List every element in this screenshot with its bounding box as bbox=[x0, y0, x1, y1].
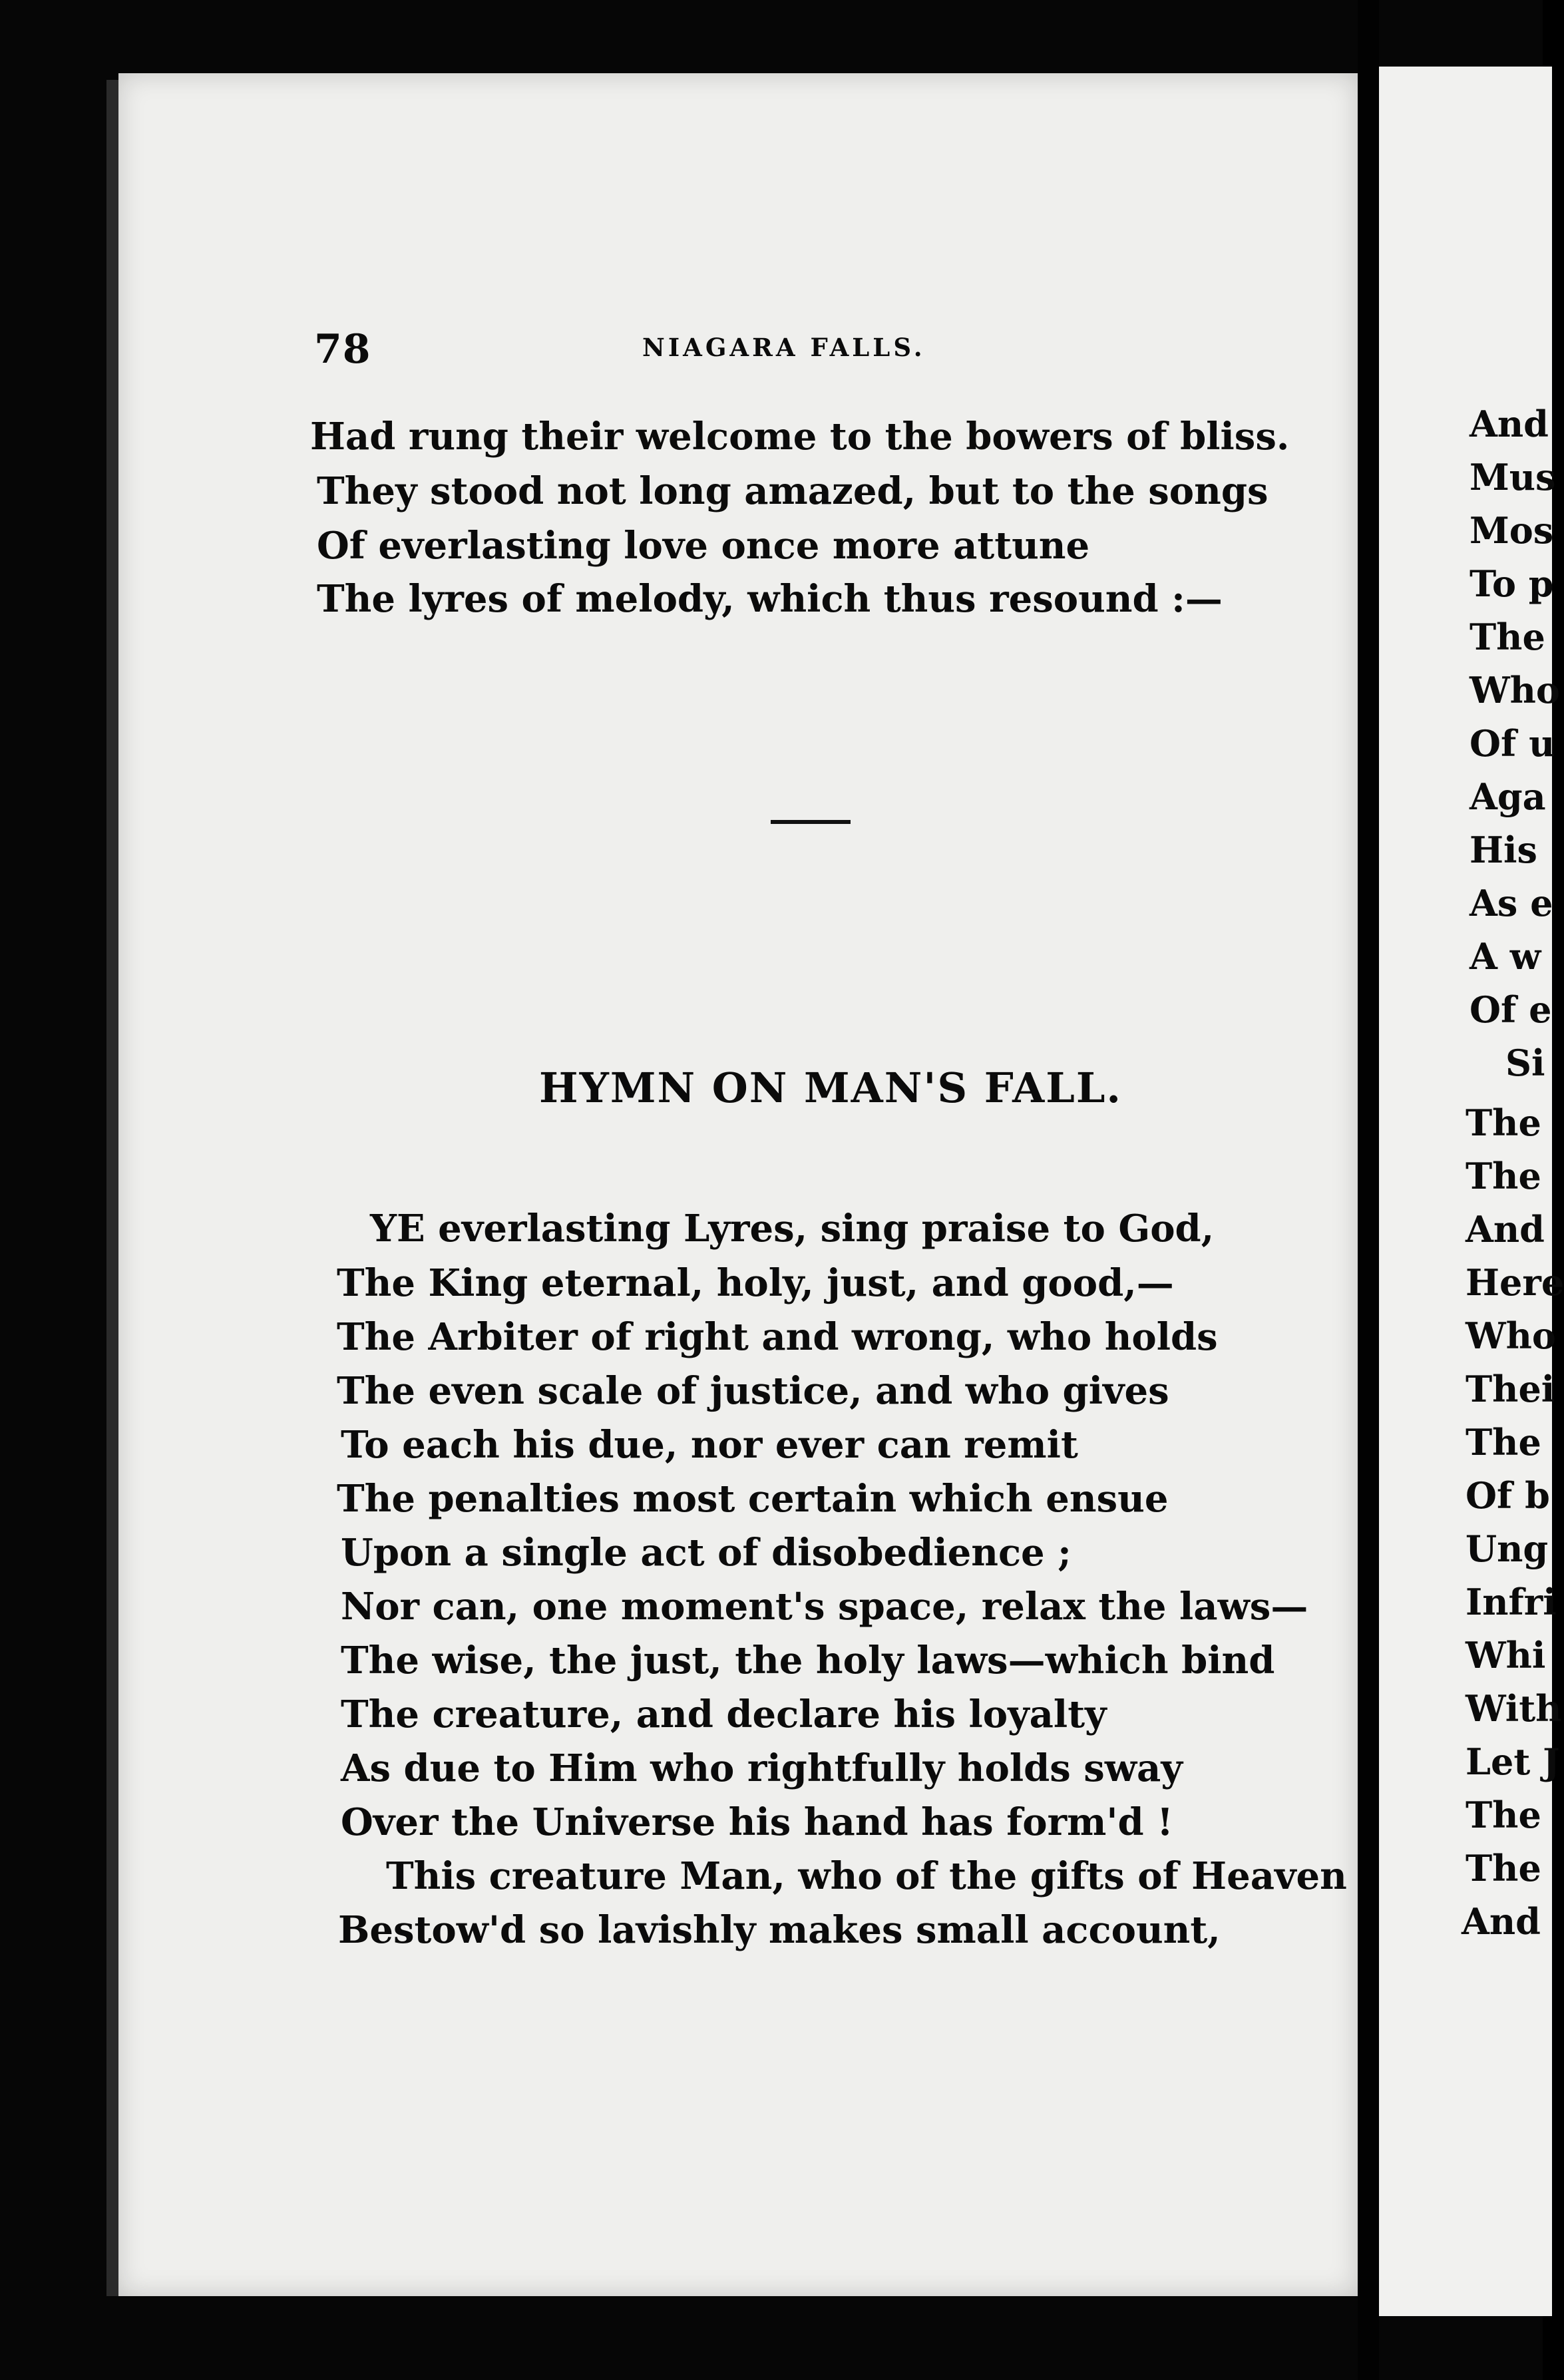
page-number: 78 bbox=[314, 326, 371, 373]
right-page-fragment: And bbox=[1462, 1900, 1541, 1943]
running-head: NIAGARA FALLS. bbox=[642, 333, 926, 362]
book-gutter bbox=[1358, 0, 1379, 2380]
hymn-line: The even scale of justice, and who gives bbox=[337, 1369, 1169, 1413]
right-page-fragment: Infri bbox=[1466, 1581, 1557, 1623]
hymn-line: The Arbiter of right and wrong, who holds bbox=[337, 1315, 1218, 1359]
right-page-fragment: A w bbox=[1469, 935, 1541, 978]
right-page-fragment: The bbox=[1466, 1847, 1541, 1889]
opening-line: Had rung their welcome to the bowers of bliss. bbox=[310, 415, 1290, 459]
right-page-fragment: Si bbox=[1505, 1042, 1545, 1084]
right-page-fragment: Of e bbox=[1469, 988, 1552, 1031]
right-page-fragment: As e bbox=[1469, 882, 1553, 924]
right-page-fragment: His bbox=[1469, 829, 1537, 871]
right-page-fragment: Mus bbox=[1469, 456, 1556, 498]
right-page-fragment: The bbox=[1466, 1421, 1541, 1464]
hymn-line: YE everlasting Lyres, sing praise to God, bbox=[370, 1207, 1215, 1251]
right-page-fragment: The bbox=[1466, 1794, 1541, 1836]
left-page bbox=[118, 73, 1358, 2296]
hymn-line: As due to Him who rightfully holds sway bbox=[341, 1746, 1183, 1790]
right-page-fragment: The bbox=[1466, 1155, 1541, 1197]
right-page-fragment: The bbox=[1469, 616, 1545, 658]
right-page-fragment: Of u bbox=[1469, 722, 1555, 765]
hymn-line: Nor can, one moment's space, relax the laws— bbox=[341, 1585, 1308, 1629]
right-page-fragment: Here bbox=[1466, 1261, 1564, 1304]
opening-line: They stood not long amazed, but to the songs bbox=[317, 469, 1269, 513]
section-divider bbox=[771, 820, 851, 824]
right-page-fragment: Let J bbox=[1466, 1740, 1560, 1783]
right-page-fragment: Thei bbox=[1466, 1368, 1555, 1410]
hymn-line: The creature, and declare his loyalty bbox=[341, 1692, 1107, 1736]
right-page-fragment: Mos bbox=[1469, 509, 1554, 552]
hymn-line: Bestow'd so lavishly makes small account, bbox=[338, 1908, 1221, 1952]
right-page-fragment: Whi bbox=[1466, 1634, 1546, 1677]
right-page-fragment: Who bbox=[1469, 669, 1560, 711]
hymn-line: Upon a single act of disobedience ; bbox=[341, 1531, 1072, 1575]
hymn-line: The penalties most certain which ensue bbox=[337, 1477, 1169, 1521]
opening-line: Of everlasting love once more attune bbox=[317, 524, 1090, 568]
opening-line: The lyres of melody, which thus resound :— bbox=[317, 577, 1223, 621]
hymn-line: The King eternal, holy, just, and good,— bbox=[337, 1261, 1174, 1305]
right-page-fragment: To p bbox=[1469, 562, 1554, 605]
right-page-fragment: Of b bbox=[1466, 1474, 1550, 1517]
right-page-fragment: Aga bbox=[1469, 775, 1546, 818]
right-page-fragment: And bbox=[1466, 1208, 1545, 1251]
right-page-fragment: The bbox=[1466, 1101, 1541, 1144]
right-page-fragment: Who bbox=[1466, 1314, 1556, 1357]
hymn-line: Over the Universe his hand has form'd ! bbox=[341, 1800, 1173, 1844]
hymn-line: The wise, the just, the holy laws—which bind bbox=[341, 1639, 1275, 1683]
right-page-fragment: With bbox=[1466, 1687, 1562, 1730]
hymn-line: To each his due, nor ever can remit bbox=[341, 1423, 1078, 1467]
right-page-fragment: And bbox=[1469, 403, 1549, 445]
hymn-title: HYMN ON MAN'S FALL. bbox=[539, 1064, 1122, 1112]
right-page-fragment: Ung bbox=[1466, 1527, 1549, 1570]
hymn-line: This creature Man, who of the gifts of Heaven bbox=[386, 1854, 1347, 1898]
